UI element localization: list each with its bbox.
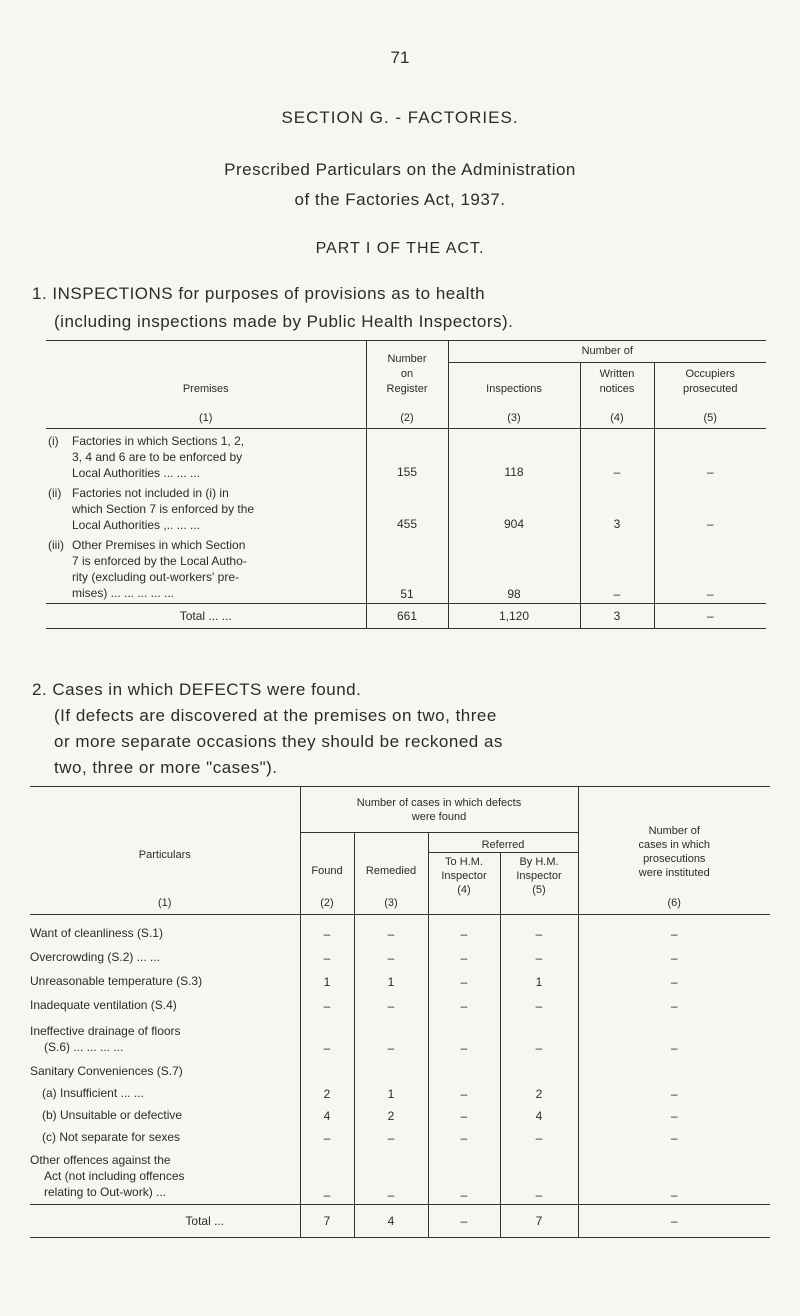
remedied-cell: – — [354, 915, 428, 943]
premises-cell: (ii) Factories not included in (i) in which Section 7 is enforced by the Local Authorities ,.. ... ... — [48, 486, 255, 532]
register-cell: 51 — [366, 533, 448, 604]
table-row — [30, 1057, 770, 1081]
particulars-cell: Want of cleanliness (S.1) — [30, 925, 163, 940]
notices-cell: 3 — [580, 481, 654, 533]
remedied-cell: – — [354, 1015, 428, 1057]
remedied-cell: – — [354, 1125, 428, 1147]
inspections-heading: 1. INSPECTIONS for purposes of provisions as to health — [32, 284, 486, 303]
by-hm-cell: – — [500, 943, 578, 967]
defects-note-1: (If defects are discovered at the premises on two, three — [54, 706, 497, 725]
to-hm-cell: – — [428, 967, 500, 991]
found-cell: – — [300, 1015, 354, 1057]
prosecutions-cell: – — [578, 1125, 770, 1147]
remedied-header: Remedied (3) — [354, 833, 428, 915]
part-heading: PART I OF THE ACT. — [315, 240, 485, 257]
to-hm-cell: – — [428, 1147, 500, 1205]
by-hm-cell: 4 — [500, 1103, 578, 1125]
found-cell: – — [300, 915, 354, 943]
to-hm-cell: – — [428, 1081, 500, 1103]
by-hm-cell: – — [500, 915, 578, 943]
table-row — [30, 943, 770, 967]
to-hm-inspector-header: To H.M. Inspector (4) — [428, 853, 500, 915]
cases-found-header: Number of cases in which defects were found — [300, 787, 578, 833]
premises-cell: (i) Factories in which Sections 1, 2, 3, 4 and 6 are to be enforced by Local Authorities ... ... ... — [48, 434, 245, 480]
prosecutions-cell: – — [578, 1081, 770, 1103]
prosecutions-cell: – — [578, 915, 770, 943]
total-label: Total ... — [30, 1205, 300, 1238]
by-hm-inspector-header: By H.M. Inspector (5) — [500, 853, 578, 915]
total-to-hm: – — [428, 1205, 500, 1238]
by-hm-cell: 2 — [500, 1081, 578, 1103]
to-hm-cell: – — [428, 1103, 500, 1125]
to-hm-cell: – — [428, 915, 500, 943]
found-cell: – — [300, 943, 354, 967]
found-cell: 2 — [300, 1081, 354, 1103]
defects-table — [30, 786, 770, 1238]
found-header: Found (2) — [300, 833, 354, 915]
prosecutions-cell: – — [578, 943, 770, 967]
prosecutions-cell: – — [578, 1103, 770, 1125]
to-hm-cell: – — [428, 991, 500, 1015]
table-row — [30, 1103, 770, 1125]
remedied-cell: 1 — [354, 967, 428, 991]
prosecutions-cell: – — [578, 1015, 770, 1057]
by-hm-cell: – — [500, 1125, 578, 1147]
total-row — [30, 1205, 770, 1238]
total-inspections: 1,120 — [448, 604, 580, 629]
table-row — [30, 1015, 770, 1057]
inspections-cell: 904 — [448, 481, 580, 533]
found-cell: – — [300, 1147, 354, 1205]
particulars-cell: (a) Insufficient ... ... — [42, 1085, 144, 1100]
found-cell: – — [300, 1125, 354, 1147]
particulars-cell: (b) Unsuitable or defective — [42, 1107, 183, 1122]
by-hm-cell: 1 — [500, 967, 578, 991]
table-row — [46, 481, 766, 533]
subtitle-line-1: Prescribed Particulars on the Administration — [224, 160, 576, 179]
to-hm-cell: – — [428, 1015, 500, 1057]
table-row — [30, 915, 770, 943]
remedied-cell: 1 — [354, 1081, 428, 1103]
page-number: 71 — [390, 48, 410, 67]
particulars-cell: Unreasonable temperature (S.3) — [30, 973, 203, 988]
found-cell: 4 — [300, 1103, 354, 1125]
remedied-cell: – — [354, 1147, 428, 1205]
total-by-hm: 7 — [500, 1205, 578, 1238]
to-hm-cell: – — [428, 943, 500, 967]
subtitle-line-2: of the Factories Act, 1937. — [294, 190, 506, 209]
to-hm-cell: – — [428, 1125, 500, 1147]
register-header: Number on Register (2) — [366, 341, 448, 429]
prosecutions-cell: – — [578, 991, 770, 1015]
by-hm-cell: – — [500, 1147, 578, 1205]
total-notices: 3 — [580, 604, 654, 629]
inspections-cell: 118 — [448, 429, 580, 482]
particulars-cell: Ineffective drainage of floors (S.6) ... ... ... ... — [30, 1023, 181, 1054]
notices-cell: – — [580, 533, 654, 604]
prosecutions-header: Number of cases in which prosecutions were instituted (6) — [578, 787, 770, 915]
by-hm-cell: – — [500, 1015, 578, 1057]
premises-header: Premises (1) — [46, 341, 366, 429]
particulars-cell: Overcrowding (S.2) ... ... — [30, 949, 161, 964]
remedied-cell: 2 — [354, 1103, 428, 1125]
referred-header: Referred — [428, 833, 578, 853]
number-of-header: Number of — [448, 341, 766, 363]
defects-note-2: or more separate occasions they should be reckoned as — [54, 732, 503, 751]
table-row — [30, 1081, 770, 1103]
prosecuted-cell: – — [654, 429, 766, 482]
remedied-cell: – — [354, 991, 428, 1015]
written-notices-header: Written notices (4) — [580, 363, 654, 429]
particulars-header: Particulars (1) — [30, 787, 300, 915]
total-found: 7 — [300, 1205, 354, 1238]
prosecutions-cell: – — [578, 967, 770, 991]
particulars-cell: Other offences against the Act (not including offences relating to Out-work) ... — [30, 1153, 185, 1199]
inspections-heading-cont: (including inspections made by Public Health Inspectors). — [54, 312, 514, 331]
prosecuted-cell: – — [654, 481, 766, 533]
register-cell: 155 — [366, 429, 448, 482]
inspections-cell: 98 — [448, 533, 580, 604]
total-row — [46, 604, 766, 629]
notices-cell: – — [580, 429, 654, 482]
total-label: Total ... ... — [46, 604, 366, 629]
total-prosecuted: – — [654, 604, 766, 629]
register-cell: 455 — [366, 481, 448, 533]
prosecutions-cell: – — [578, 1147, 770, 1205]
remedied-cell: – — [354, 943, 428, 967]
by-hm-cell: – — [500, 991, 578, 1015]
total-remedied: 4 — [354, 1205, 428, 1238]
table-row — [30, 1125, 770, 1147]
defects-heading: 2. Cases in which DEFECTS were found. — [32, 680, 362, 699]
inspections-col-header: Inspections (3) — [448, 363, 580, 429]
occupiers-prosecuted-header: Occupiers prosecuted (5) — [654, 363, 766, 429]
found-cell: – — [300, 991, 354, 1015]
particulars-cell: Inadequate ventilation (S.4) — [30, 997, 177, 1012]
table-row — [46, 429, 766, 482]
premises-cell: (iii) Other Premises in which Section 7 is enforced by the Local Autho- rity (excluding out-workers' pre- mises) ... ... ... ... ... — [48, 538, 247, 600]
inspections-table — [46, 340, 766, 629]
total-prosecutions: – — [578, 1205, 770, 1238]
table-row — [46, 533, 766, 604]
particulars-cell: (c) Not separate for sexes — [42, 1129, 181, 1144]
total-register: 661 — [366, 604, 448, 629]
defects-note-3: two, three or more "cases"). — [54, 758, 278, 777]
found-cell: 1 — [300, 967, 354, 991]
section-title: SECTION G. - FACTORIES. — [281, 108, 519, 127]
table-row — [30, 991, 770, 1015]
table-row — [30, 967, 770, 991]
table-row — [30, 1147, 770, 1205]
particulars-cell: Sanitary Conveniences (S.7) — [30, 1063, 183, 1078]
prosecuted-cell: – — [654, 533, 766, 604]
